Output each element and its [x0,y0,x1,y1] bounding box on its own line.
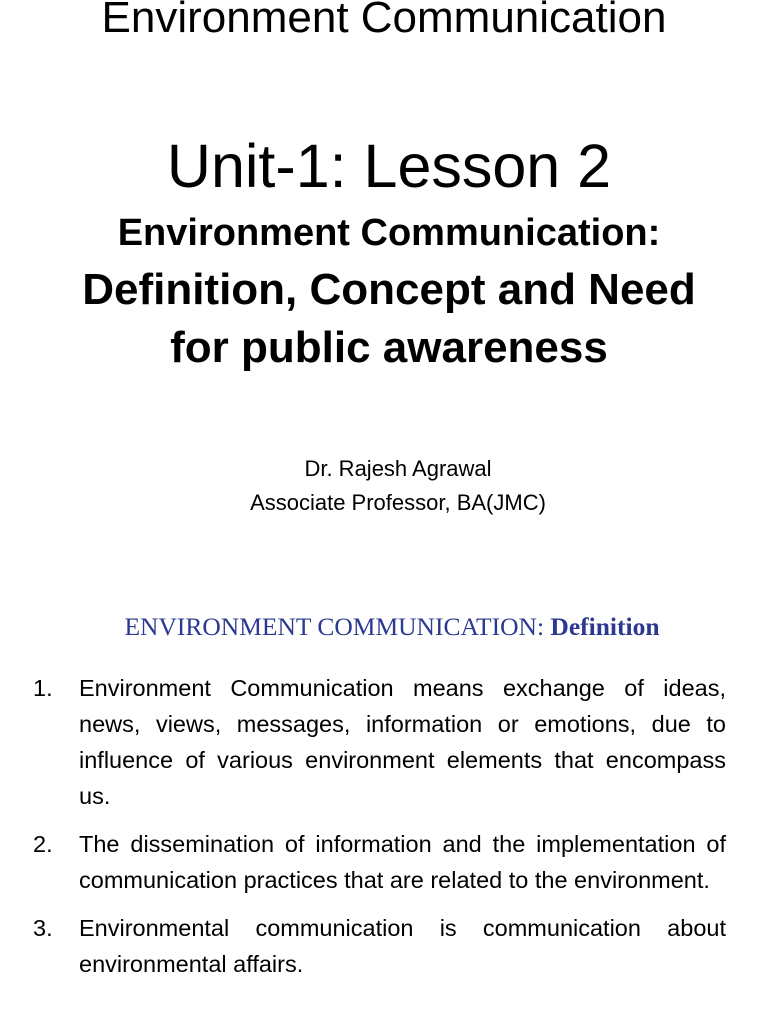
author-position: Associate Professor, BA(JMC) [250,490,546,515]
list-item-number: 2. [33,831,53,857]
section-heading-suffix: Definition [550,612,660,641]
lesson-subtitle [0,205,768,377]
subtitle-line: for public awareness [170,323,608,372]
author-block [0,452,768,520]
definition-list [0,670,768,994]
unit-title: Unit-1: Lesson 2 [166,132,612,200]
list-item [0,670,768,814]
list-item-text: The dissemination of information and the implementation of communication practices that are related to the environment. [79,831,726,893]
list-item [0,910,768,982]
list-item-number: 3. [33,915,53,941]
section-heading-main: ENVIRONMENT COMMUNICATION: [124,612,545,641]
section-heading [0,609,768,645]
subtitle-line: Environment Communication: [117,212,661,254]
course-title: Environment Communication [101,0,667,42]
author-name: Dr. Rajesh Agrawal [304,456,492,481]
list-item-text: Environmental communication is communication about environmental affairs. [79,915,726,977]
list-item [0,826,768,898]
subtitle-line: Definition, Concept and Need [82,265,696,314]
list-item-text: Environment Communication means exchange of ideas, news, views, messages, information or emotions, due to influence of various environment elements that encompass us. [79,675,726,809]
list-item-number: 1. [33,675,53,701]
